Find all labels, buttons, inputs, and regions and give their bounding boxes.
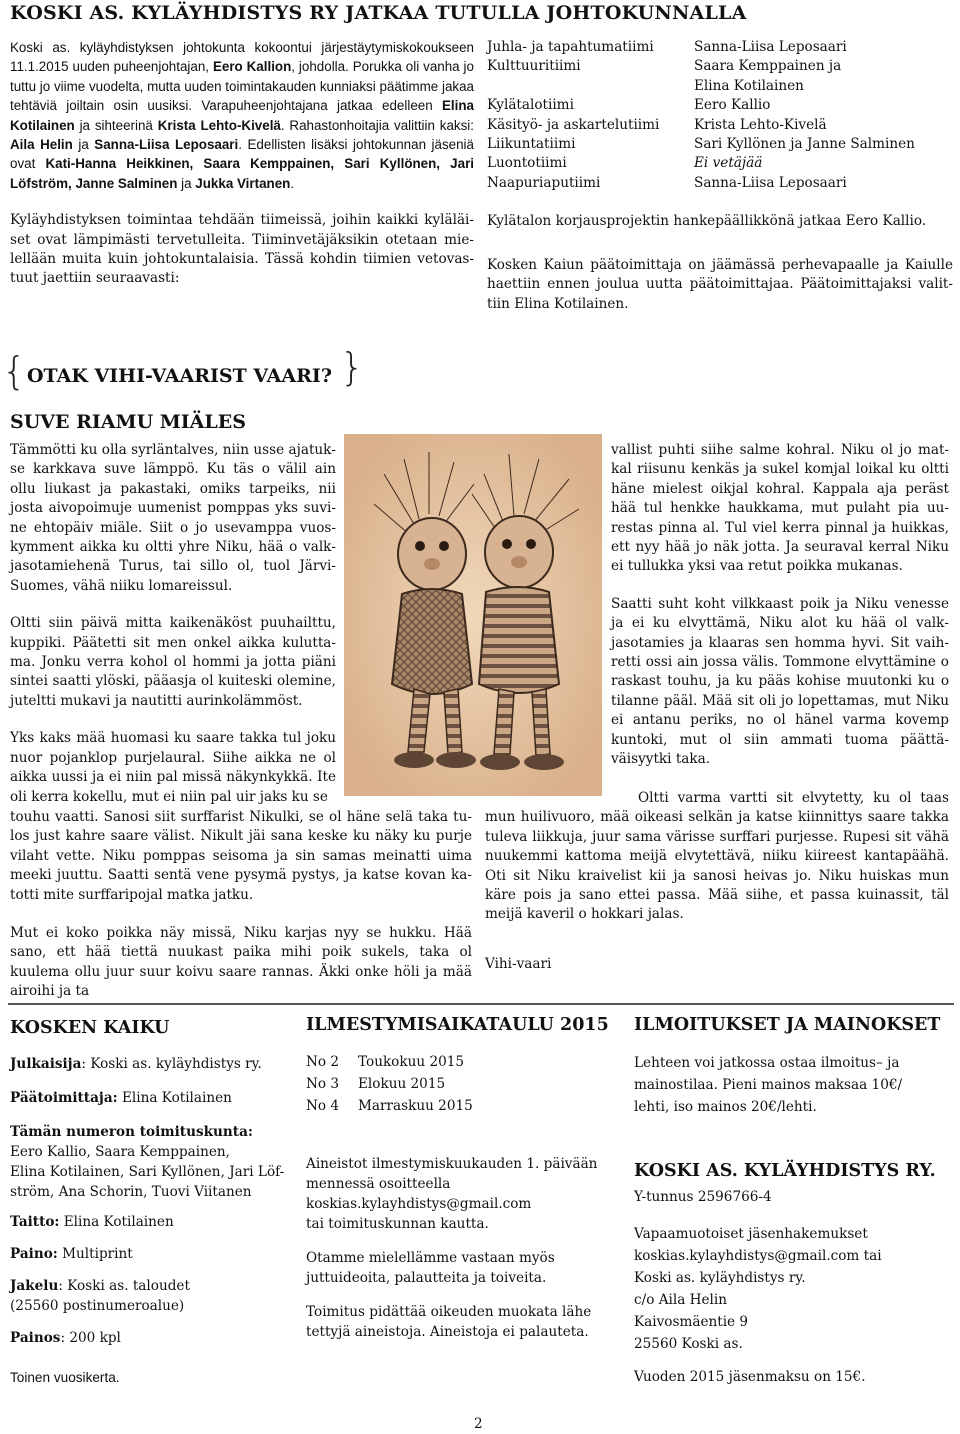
material-line: mennessä osoitteella	[306, 1176, 451, 1192]
team-name	[487, 77, 692, 96]
issue-number: No 3	[306, 1076, 340, 1092]
intro-paragraph-1	[10, 38, 474, 193]
right-brace-icon: }	[340, 345, 365, 389]
member-line: Vapaamuotoiset jäsenhakemukset	[634, 1226, 868, 1242]
board-members: Kati-Hanna Heikkinen, Saara Kemppainen, Sari Kyllönen, Jari Löfström, Janne Salminen	[10, 156, 474, 191]
issue-date: Marraskuu 2015	[358, 1098, 473, 1114]
intro-text: Koski as. kyläyhdistyksen johtokunta kokoontui järjestäytymiskokoukseen 11.1.2015 uuden puheenjohtajan,	[10, 40, 474, 75]
print-line	[10, 1244, 290, 1264]
intro-text: ja sihteerinä	[74, 117, 158, 133]
volume-line: Toinen vuosikerta.	[10, 1370, 120, 1385]
story-paragraph: Saatti suht koht vilkkaast poik ja Niku venesse ja ei ku elvyttämä, Niku alot ku hää ol valkjasotamies ja klaaras sen homma hyvi. Sit vaihretti ossi ain jossa välis. Tommone elvyttämine o raskast touhu, ja ku pääs kohise muutonki ku o tilanne pääl. Mää sit oli jo lopettamas, mut Niku ei antanu periks, no ol hänel varma kovemp kuntoki, mut ol siin ammati tuoma päättäväisyytki taka.	[611, 595, 949, 768]
material-line: tai toimituskunnan kautta.	[306, 1216, 489, 1232]
team-leader: Sanna-Liisa Leposaari	[694, 39, 847, 55]
member-line: Kaivosmäentie 9	[634, 1314, 749, 1330]
staff-line: Elina Kotilainen, Sari Kyllönen, Jari Löf-	[10, 1164, 285, 1180]
troll-drawing-icon	[344, 434, 602, 796]
team-leader: Ei vetäjää	[694, 155, 763, 172]
ads-info	[634, 1052, 952, 1118]
treasurer-name: Sanna-Liisa Leposaari	[94, 137, 239, 153]
distribution-label: Jakelu	[10, 1278, 59, 1294]
publisher-value: : Koski as. kyläyhdistys ry.	[81, 1056, 262, 1072]
page-number: 2	[474, 1416, 483, 1432]
business-id: Y-tunnus 2596766-4	[634, 1189, 772, 1205]
story-title: SUVE RIAMU MIÄLES	[10, 411, 246, 433]
schedule-row	[306, 1074, 616, 1096]
secretary-name: Krista Lehto-Kivelä	[157, 117, 281, 133]
ads-title: ILMOITUKSET JA MAINOKSET	[634, 1015, 941, 1035]
layout-line	[10, 1212, 290, 1232]
schedule-table	[306, 1052, 616, 1118]
org-info	[634, 1187, 952, 1387]
intro-text: , johdolla. Porukka oli vanha jo tuttu jo viime vuodelta, mutta uuden toimintakauden kunniaksi päätimme jakaa tehtäviä joiltain osin uusiksi. Varapuheenjohtajana jatkaa edelleen	[10, 59, 474, 114]
ads-line: lehti, iso mainos 20€/lehti.	[634, 1099, 817, 1115]
team-leader: Elina Kotilainen	[694, 77, 804, 94]
distribution-value: : Koski as. taloudet	[58, 1278, 190, 1294]
team-name: Naapuriaputiimi	[487, 174, 601, 191]
kylatalo-note: Kylätalon korjausprojektin hankepäällikkönä jatkaa Eero Kallio.	[487, 213, 927, 229]
schedule-row	[306, 1052, 616, 1074]
intro-text: . Rahastonhoitajia valittiin kaksi:	[280, 117, 474, 133]
team-name: Käsityö- ja askartelutiimi	[487, 116, 660, 133]
ads-line: Lehteen voi jatkossa ostaa ilmoitus– ja	[634, 1055, 900, 1071]
kosken-kaiku-title: KOSKEN KAIKU	[10, 1018, 170, 1038]
team-name: Kulttuuritiimi	[487, 58, 581, 75]
story-paragraph: Yks kaks mää huomasi ku saare takka tul joku nuor pojanklop purjelaural. Siihe aikka ne ol aikka uussi ja ei niin pal missä näkynkykkä. Ite oli kerra kokellu, mut ei niin pal uir jaks ku se	[10, 730, 336, 805]
team-name: Luontotiimi	[487, 155, 567, 172]
section-divider	[8, 1003, 954, 1005]
team-name: Liikuntatiimi	[487, 136, 576, 153]
run-line	[10, 1328, 290, 1348]
intro-text: ja	[72, 137, 95, 153]
chair-name: Eero Kallion	[212, 59, 292, 75]
troll-illustration	[344, 434, 602, 796]
editor-note: Kosken Kaiun päätoimittaja on jäämässä perhevapaalle ja Kaiulle haettiin ennen joulua uutta päätoimittajaa. Päätoimittajaksi valittiin Elina Kotilainen.	[487, 257, 953, 312]
team-leader-list	[694, 38, 954, 193]
issue-number: No 2	[306, 1054, 340, 1070]
member-line: Koski as. kyläyhdistys ry.	[634, 1270, 806, 1286]
editor-value: Elina Kotilainen	[117, 1090, 232, 1106]
print-label: Paino:	[10, 1246, 58, 1262]
story-paragraph-wide: touhu vaatti. Sanosi siit surffarist Nikulki, se ol häne selä taka tulos just kahre saare välist. Nikult jäi sana keske ku näky ku purje vilaht vette. Niku pomppas seisoma ja sin samas meinatti uima meeki juuttu. Saatti sentä vene pysymä pystys, ja katse kovan katotti mite surffaripojal matka jatku.	[10, 809, 472, 903]
distribution-area: (25560 postinumeroalue)	[10, 1298, 185, 1314]
team-leader: Sari Kyllönen ja Janne Salminen	[694, 136, 915, 153]
ideas-line: Otamme mielellämme vastaan myös	[306, 1250, 555, 1266]
story-signature: Vihi-vaari	[485, 956, 552, 972]
material-info	[306, 1154, 626, 1342]
staff-line: ström, Ana Schorin, Tuovi Viitanen	[10, 1184, 252, 1200]
story-banner-title: OTAK VIHI-VAARIST VAARI?	[27, 365, 332, 387]
rights-line: Toimitus pidättää oikeuden muokata lähe	[306, 1304, 592, 1320]
headline: KOSKI AS. KYLÄYHDISTYS RY JATKAA TUTULLA JOHTOKUNNALLA	[10, 2, 747, 24]
material-email: koskias.kylayhdistys@gmail.com	[306, 1196, 532, 1212]
issue-date: Toukokuu 2015	[358, 1054, 465, 1070]
intro-paragraph-2: Kyläyhdistyksen toimintaa tehdään tiimeissä, joihin kaikki kyläläiset ovat lämpimästi tervetulleita. Tiiminvetäjäksikin otetaan mielellään muita kuin johtokuntalaisia. Tässä kohdin tiimien vetovastuut jaettiin seuraavasti:	[10, 212, 474, 287]
staff-label	[10, 1122, 290, 1142]
treasurer-name: Aila Helin	[10, 137, 73, 153]
layout-label: Taitto:	[10, 1214, 60, 1230]
print-value: Multiprint	[57, 1246, 133, 1262]
intro-text: .	[290, 175, 295, 191]
team-name: Kylätalotiimi	[487, 97, 574, 114]
left-brace-icon: {	[2, 349, 27, 393]
member-line: 25560 Koski as.	[634, 1336, 743, 1352]
editor-line	[10, 1088, 290, 1108]
publisher-label: Julkaisija	[10, 1056, 82, 1072]
vice-chair-name: Elina Kotilainen	[10, 98, 474, 133]
run-value: : 200 kpl	[60, 1330, 121, 1346]
run-label: Painos	[10, 1330, 61, 1346]
ads-line: mainostilaa. Pieni mainos maksaa 10€/	[634, 1077, 903, 1093]
story-paragraph: Tämmötti ku olla syrläntalves, niin usse ajatukse karkkava suve lämppö. Ku täs o välil ain ollu liukast ja pakastaki, omiks tarpeiks, nii josta aivopoimuje uumenist pomppas yks suvine ehtopäiv miäle. Siit o jo usevamppa vuoskymment aikka ku oltti yhre Niku, hää o valkjasotamiehenä Turus, tai sillo ol, tuol Järvi-Suomes, vähä niiku lomareissul.	[10, 442, 336, 594]
intro-column	[10, 38, 474, 289]
layout-value: Elina Kotilainen	[59, 1214, 174, 1230]
rights-line: tettyjä aineistoja. Aineistoja ei palauteta.	[306, 1324, 589, 1340]
story-paragraph: Mut ei koko poikka näy missä, Niku karjas nyy se hukku. Hää sano, ett hää tiettä nuukast paika mihi poik sukels, taka ol kuulema ollu juur suur koivu saare rannas. Äkki onke höli ja mää airoihi ja ta	[10, 925, 472, 1000]
staff-line: Eero Kallio, Saara Kemppainen,	[10, 1144, 231, 1160]
org-title: KOSKI AS. KYLÄYHDISTYS RY.	[634, 1161, 936, 1181]
intro-text: ja	[177, 175, 196, 191]
team-leader: Sanna-Liisa Leposaari	[694, 174, 847, 191]
distribution-line	[10, 1276, 290, 1296]
team-list	[487, 38, 692, 193]
schedule-title: ILMESTYMISAIKATAULU 2015	[306, 1015, 609, 1035]
member-line: c/o Aila Helin	[634, 1292, 727, 1308]
story-right-column	[611, 441, 949, 770]
team-leader: Eero Kallio	[694, 97, 771, 114]
team-leader: Saara Kemppainen ja	[694, 58, 842, 75]
editor-label: Päätoimittaja:	[10, 1090, 118, 1106]
ideas-line: juttuideoita, palautteita ja toiveita.	[306, 1270, 547, 1286]
intro-text: . Edellisten lisäksi johtokunnan jäseniä ovat	[10, 137, 474, 172]
team-leader: Krista Lehto-Kivelä	[694, 116, 827, 133]
team-name: Juhla- ja tapahtumatiimi	[487, 39, 654, 55]
publisher-line	[10, 1054, 290, 1074]
staff-label-text: Tämän numeron toimituskunta:	[10, 1124, 253, 1140]
material-line: Aineistot ilmestymiskuukauden 1. päivään	[306, 1156, 598, 1172]
imprint	[10, 1054, 290, 1388]
board-member: Jukka Virtanen	[195, 175, 291, 191]
story-paragraph: vallist puhti siihe salme kohral. Niku ol jo matkal riisunu kenkäs ja sukel komjal loikal ku oltti häne mielest oikjal kohral. Kappala aja peräst hää tul henkke haukkama, mut pulaht pia uurestas pinna al. Tul viel kerra pinnal ja huikkas, ett nyy hää jo näk jotta. Ja seuraval kerral Niku ei tullukka yksi vaa retut poikka mukanas.	[611, 442, 949, 575]
story-paragraph-right-wide: Oltti varma vartti sit elvytetty, ku ol taas mun huilivuoro, mää oikeasi selkän ja katse kiinnittys saare takka tuleva liikkuja, juur sama värisse surffari purjesse. Rupesi sit vähä nuukemmi kattoma meijä elvytettävä, niiku kiireest kantapäähä. Oti sit Niku kraivelist kii ja sanosi heivas jo. Niku huiskas mun käre pois ja sano ettei passa. Mää siihe, et passa kuinassit, täl meijä kaveril o hokkari jalas.	[485, 790, 949, 923]
issue-number: No 4	[306, 1098, 340, 1114]
story-left-column	[10, 441, 336, 807]
member-email: koskias.kylayhdistys@gmail.com tai	[634, 1248, 882, 1264]
story-paragraph: Oltti siin päivä mitta kaikenäköst puuhailttu, kuppiki. Päätetti sit men onkel aikka kuluttama. Jonku verra kohol ol hommi ja jotta piäni sintei saatti ylöski, pääasja ol kuiteski olemine, juteltti mukavi ja nautitti aurinkolämmöst.	[10, 615, 336, 709]
issue-date: Elokuu 2015	[358, 1076, 446, 1092]
schedule-row	[306, 1096, 616, 1118]
membership-fee: Vuoden 2015 jäsenmaksu on 15€.	[634, 1369, 866, 1385]
